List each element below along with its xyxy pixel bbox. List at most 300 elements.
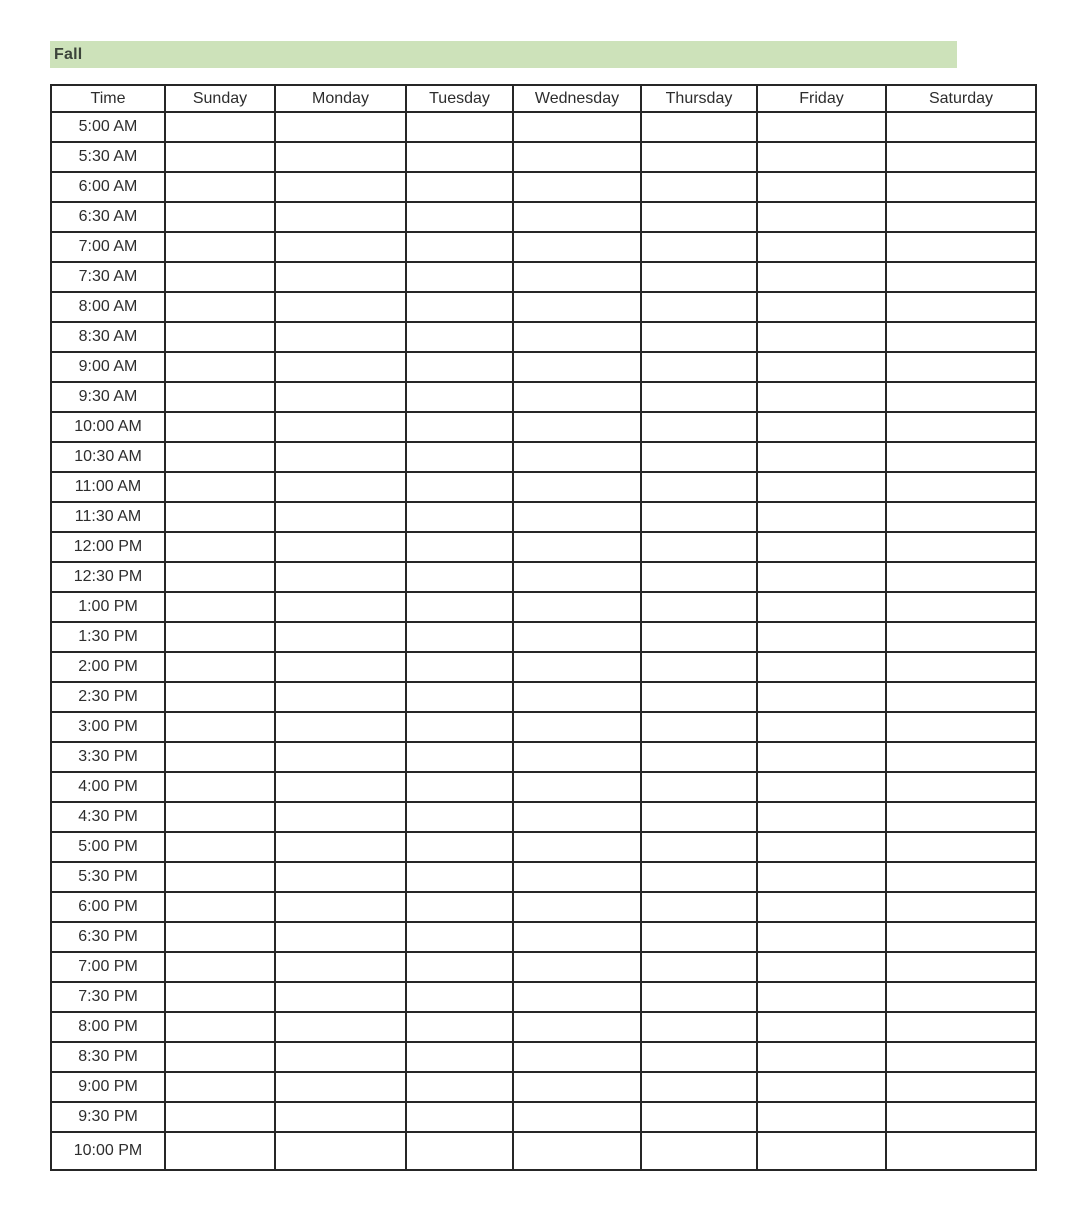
time-cell: 2:00 PM: [51, 652, 165, 682]
schedule-cell-sunday: [165, 682, 275, 712]
schedule-cell-saturday: [886, 142, 1036, 172]
schedule-row: [51, 382, 1036, 412]
schedule-cell-saturday: [886, 412, 1036, 442]
schedule-cell-tuesday: [406, 382, 513, 412]
schedule-row: [51, 142, 1036, 172]
schedule-cell-thursday: [641, 142, 757, 172]
schedule-cell-sunday: [165, 862, 275, 892]
schedule-row: [51, 292, 1036, 322]
schedule-cell-saturday: [886, 1042, 1036, 1072]
schedule-row: [51, 1072, 1036, 1102]
schedule-cell-thursday: [641, 922, 757, 952]
schedule-cell-sunday: [165, 472, 275, 502]
schedule-cell-friday: [757, 442, 886, 472]
schedule-cell-wednesday: [513, 1072, 641, 1102]
schedule-cell-sunday: [165, 802, 275, 832]
schedule-cell-monday: [275, 862, 406, 892]
time-cell: 6:30 AM: [51, 202, 165, 232]
schedule-cell-friday: [757, 142, 886, 172]
schedule-cell-monday: [275, 832, 406, 862]
schedule-cell-tuesday: [406, 1132, 513, 1170]
schedule-cell-tuesday: [406, 472, 513, 502]
schedule-cell-friday: [757, 652, 886, 682]
schedule-cell-thursday: [641, 472, 757, 502]
season-banner: [50, 41, 957, 68]
schedule-cell-thursday: [641, 502, 757, 532]
schedule-cell-tuesday: [406, 712, 513, 742]
schedule-row: [51, 772, 1036, 802]
schedule-row: [51, 352, 1036, 382]
schedule-cell-sunday: [165, 112, 275, 142]
schedule-cell-monday: [275, 1012, 406, 1042]
time-cell: 10:00 AM: [51, 412, 165, 442]
schedule-cell-thursday: [641, 202, 757, 232]
schedule-cell-sunday: [165, 442, 275, 472]
time-cell: 11:00 AM: [51, 472, 165, 502]
schedule-cell-monday: [275, 742, 406, 772]
time-cell: 7:00 PM: [51, 952, 165, 982]
schedule-cell-saturday: [886, 172, 1036, 202]
schedule-cell-thursday: [641, 412, 757, 442]
schedule-cell-saturday: [886, 772, 1036, 802]
schedule-cell-sunday: [165, 532, 275, 562]
time-cell: 11:30 AM: [51, 502, 165, 532]
schedule-cell-tuesday: [406, 1042, 513, 1072]
time-cell: 5:30 PM: [51, 862, 165, 892]
time-cell: 6:00 PM: [51, 892, 165, 922]
schedule-cell-wednesday: [513, 292, 641, 322]
schedule-row: [51, 862, 1036, 892]
schedule-cell-sunday: [165, 382, 275, 412]
schedule-cell-thursday: [641, 292, 757, 322]
schedule-row: [51, 562, 1036, 592]
time-cell: 8:00 AM: [51, 292, 165, 322]
schedule-cell-sunday: [165, 622, 275, 652]
time-cell: 10:30 AM: [51, 442, 165, 472]
schedule-cell-sunday: [165, 232, 275, 262]
time-cell: 3:00 PM: [51, 712, 165, 742]
schedule-cell-saturday: [886, 982, 1036, 1012]
time-cell: 9:00 AM: [51, 352, 165, 382]
schedule-cell-wednesday: [513, 382, 641, 412]
schedule-cell-tuesday: [406, 742, 513, 772]
schedule-cell-friday: [757, 112, 886, 142]
schedule-cell-thursday: [641, 802, 757, 832]
header-row: [51, 85, 1036, 112]
schedule-row: [51, 112, 1036, 142]
schedule-cell-thursday: [641, 532, 757, 562]
time-cell: 2:30 PM: [51, 682, 165, 712]
schedule-cell-tuesday: [406, 412, 513, 442]
schedule-cell-wednesday: [513, 112, 641, 142]
schedule-cell-wednesday: [513, 802, 641, 832]
schedule-cell-saturday: [886, 622, 1036, 652]
schedule-cell-saturday: [886, 712, 1036, 742]
schedule-row: [51, 712, 1036, 742]
schedule-cell-saturday: [886, 562, 1036, 592]
schedule-cell-monday: [275, 622, 406, 652]
time-cell: 1:30 PM: [51, 622, 165, 652]
column-header-tuesday: Tuesday: [406, 85, 513, 112]
schedule-cell-friday: [757, 892, 886, 922]
schedule-cell-sunday: [165, 562, 275, 592]
schedule-cell-wednesday: [513, 652, 641, 682]
schedule-cell-friday: [757, 862, 886, 892]
schedule-cell-tuesday: [406, 922, 513, 952]
schedule-cell-sunday: [165, 142, 275, 172]
schedule-cell-thursday: [641, 862, 757, 892]
schedule-cell-friday: [757, 292, 886, 322]
schedule-cell-thursday: [641, 1072, 757, 1102]
schedule-cell-wednesday: [513, 682, 641, 712]
schedule-cell-wednesday: [513, 502, 641, 532]
schedule-cell-sunday: [165, 652, 275, 682]
schedule-cell-saturday: [886, 112, 1036, 142]
weekly-schedule-table: [50, 84, 1037, 1171]
schedule-cell-thursday: [641, 262, 757, 292]
schedule-cell-monday: [275, 1072, 406, 1102]
schedule-cell-friday: [757, 1012, 886, 1042]
schedule-cell-monday: [275, 952, 406, 982]
schedule-cell-friday: [757, 232, 886, 262]
schedule-cell-monday: [275, 652, 406, 682]
schedule-cell-thursday: [641, 112, 757, 142]
time-cell: 12:30 PM: [51, 562, 165, 592]
schedule-cell-sunday: [165, 1012, 275, 1042]
schedule-cell-wednesday: [513, 172, 641, 202]
schedule-cell-thursday: [641, 622, 757, 652]
schedule-cell-friday: [757, 502, 886, 532]
time-cell: 7:30 AM: [51, 262, 165, 292]
schedule-cell-friday: [757, 172, 886, 202]
schedule-cell-sunday: [165, 712, 275, 742]
schedule-cell-tuesday: [406, 832, 513, 862]
schedule-cell-wednesday: [513, 352, 641, 382]
time-cell: 8:30 AM: [51, 322, 165, 352]
schedule-cell-wednesday: [513, 1102, 641, 1132]
schedule-cell-saturday: [886, 682, 1036, 712]
schedule-cell-wednesday: [513, 262, 641, 292]
schedule-cell-tuesday: [406, 292, 513, 322]
schedule-row: [51, 442, 1036, 472]
schedule-cell-monday: [275, 982, 406, 1012]
schedule-cell-sunday: [165, 742, 275, 772]
schedule-cell-wednesday: [513, 592, 641, 622]
schedule-cell-saturday: [886, 1132, 1036, 1170]
time-cell: 5:00 AM: [51, 112, 165, 142]
schedule-row: [51, 232, 1036, 262]
schedule-cell-monday: [275, 442, 406, 472]
schedule-cell-friday: [757, 1072, 886, 1102]
column-header-sunday: Sunday: [165, 85, 275, 112]
schedule-cell-sunday: [165, 982, 275, 1012]
schedule-row: [51, 322, 1036, 352]
schedule-row: [51, 262, 1036, 292]
schedule-cell-friday: [757, 592, 886, 622]
schedule-cell-wednesday: [513, 862, 641, 892]
schedule-cell-tuesday: [406, 652, 513, 682]
schedule-cell-saturday: [886, 472, 1036, 502]
schedule-cell-monday: [275, 682, 406, 712]
time-cell: 5:00 PM: [51, 832, 165, 862]
schedule-cell-sunday: [165, 1072, 275, 1102]
schedule-cell-saturday: [886, 262, 1036, 292]
schedule-cell-thursday: [641, 772, 757, 802]
schedule-cell-tuesday: [406, 142, 513, 172]
schedule-cell-thursday: [641, 712, 757, 742]
schedule-cell-thursday: [641, 652, 757, 682]
schedule-row: [51, 1102, 1036, 1132]
schedule-cell-friday: [757, 412, 886, 442]
schedule-cell-friday: [757, 832, 886, 862]
schedule-cell-thursday: [641, 1012, 757, 1042]
schedule-row: [51, 532, 1036, 562]
schedule-cell-thursday: [641, 892, 757, 922]
schedule-cell-thursday: [641, 562, 757, 592]
time-cell: 8:30 PM: [51, 1042, 165, 1072]
schedule-cell-monday: [275, 352, 406, 382]
schedule-cell-monday: [275, 712, 406, 742]
schedule-cell-thursday: [641, 592, 757, 622]
schedule-cell-saturday: [886, 862, 1036, 892]
schedule-cell-thursday: [641, 952, 757, 982]
schedule-cell-monday: [275, 412, 406, 442]
schedule-cell-friday: [757, 622, 886, 652]
schedule-cell-wednesday: [513, 622, 641, 652]
schedule-cell-tuesday: [406, 352, 513, 382]
schedule-row: [51, 742, 1036, 772]
schedule-cell-monday: [275, 532, 406, 562]
schedule-cell-tuesday: [406, 202, 513, 232]
schedule-cell-wednesday: [513, 562, 641, 592]
schedule-cell-monday: [275, 292, 406, 322]
schedule-cell-friday: [757, 352, 886, 382]
schedule-cell-thursday: [641, 322, 757, 352]
schedule-cell-tuesday: [406, 532, 513, 562]
time-cell: 1:00 PM: [51, 592, 165, 622]
column-header-thursday: Thursday: [641, 85, 757, 112]
schedule-cell-saturday: [886, 1102, 1036, 1132]
schedule-cell-sunday: [165, 352, 275, 382]
schedule-cell-friday: [757, 712, 886, 742]
schedule-cell-wednesday: [513, 712, 641, 742]
schedule-cell-saturday: [886, 1072, 1036, 1102]
schedule-cell-wednesday: [513, 982, 641, 1012]
column-header-saturday: Saturday: [886, 85, 1036, 112]
schedule-cell-tuesday: [406, 1072, 513, 1102]
schedule-cell-sunday: [165, 202, 275, 232]
schedule-cell-sunday: [165, 1102, 275, 1132]
schedule-cell-thursday: [641, 232, 757, 262]
time-cell: 4:00 PM: [51, 772, 165, 802]
schedule-cell-tuesday: [406, 1012, 513, 1042]
schedule-cell-wednesday: [513, 772, 641, 802]
schedule-cell-thursday: [641, 1042, 757, 1072]
schedule-row: [51, 892, 1036, 922]
schedule-cell-friday: [757, 802, 886, 832]
schedule-cell-monday: [275, 382, 406, 412]
schedule-row: [51, 502, 1036, 532]
schedule-cell-wednesday: [513, 532, 641, 562]
schedule-row: [51, 1132, 1036, 1170]
schedule-cell-saturday: [886, 952, 1036, 982]
schedule-cell-monday: [275, 232, 406, 262]
schedule-body: [51, 112, 1036, 1170]
schedule-row: [51, 412, 1036, 442]
schedule-cell-wednesday: [513, 142, 641, 172]
schedule-cell-monday: [275, 472, 406, 502]
schedule-cell-friday: [757, 1042, 886, 1072]
time-cell: 9:30 PM: [51, 1102, 165, 1132]
schedule-cell-friday: [757, 982, 886, 1012]
schedule-cell-tuesday: [406, 232, 513, 262]
schedule-row: [51, 592, 1036, 622]
schedule-cell-monday: [275, 592, 406, 622]
schedule-cell-sunday: [165, 832, 275, 862]
schedule-cell-saturday: [886, 352, 1036, 382]
column-header-monday: Monday: [275, 85, 406, 112]
schedule-cell-monday: [275, 172, 406, 202]
schedule-cell-tuesday: [406, 592, 513, 622]
schedule-cell-monday: [275, 202, 406, 232]
schedule-cell-wednesday: [513, 322, 641, 352]
schedule-row: [51, 202, 1036, 232]
schedule-cell-friday: [757, 772, 886, 802]
schedule-cell-wednesday: [513, 1132, 641, 1170]
schedule-cell-friday: [757, 262, 886, 292]
time-cell: 10:00 PM: [51, 1132, 165, 1170]
schedule-cell-friday: [757, 1132, 886, 1170]
schedule-cell-saturday: [886, 892, 1036, 922]
schedule-cell-saturday: [886, 202, 1036, 232]
time-cell: 3:30 PM: [51, 742, 165, 772]
schedule-cell-wednesday: [513, 892, 641, 922]
schedule-cell-monday: [275, 562, 406, 592]
schedule-cell-wednesday: [513, 202, 641, 232]
schedule-cell-friday: [757, 682, 886, 712]
schedule-row: [51, 652, 1036, 682]
schedule-cell-tuesday: [406, 1102, 513, 1132]
schedule-cell-monday: [275, 262, 406, 292]
schedule-cell-tuesday: [406, 952, 513, 982]
schedule-cell-sunday: [165, 922, 275, 952]
schedule-cell-friday: [757, 952, 886, 982]
schedule-cell-tuesday: [406, 982, 513, 1012]
schedule-cell-wednesday: [513, 232, 641, 262]
schedule-cell-friday: [757, 562, 886, 592]
schedule-cell-tuesday: [406, 172, 513, 202]
schedule-cell-sunday: [165, 592, 275, 622]
schedule-cell-tuesday: [406, 682, 513, 712]
schedule-cell-sunday: [165, 292, 275, 322]
time-cell: 7:00 AM: [51, 232, 165, 262]
schedule-cell-tuesday: [406, 622, 513, 652]
schedule-cell-tuesday: [406, 892, 513, 922]
schedule-row: [51, 172, 1036, 202]
schedule-cell-saturday: [886, 502, 1036, 532]
schedule-cell-sunday: [165, 952, 275, 982]
schedule-cell-wednesday: [513, 472, 641, 502]
schedule-cell-saturday: [886, 742, 1036, 772]
schedule-cell-thursday: [641, 442, 757, 472]
schedule-cell-saturday: [886, 442, 1036, 472]
schedule-cell-tuesday: [406, 112, 513, 142]
schedule-cell-sunday: [165, 262, 275, 292]
schedule-cell-friday: [757, 382, 886, 412]
schedule-cell-sunday: [165, 502, 275, 532]
schedule-cell-friday: [757, 1102, 886, 1132]
schedule-cell-tuesday: [406, 862, 513, 892]
schedule-cell-saturday: [886, 652, 1036, 682]
schedule-cell-saturday: [886, 232, 1036, 262]
schedule-cell-friday: [757, 202, 886, 232]
time-cell: 12:00 PM: [51, 532, 165, 562]
schedule-cell-sunday: [165, 172, 275, 202]
schedule-cell-wednesday: [513, 1012, 641, 1042]
schedule-cell-friday: [757, 322, 886, 352]
schedule-row: [51, 952, 1036, 982]
schedule-cell-tuesday: [406, 262, 513, 292]
time-cell: 9:00 PM: [51, 1072, 165, 1102]
schedule-cell-wednesday: [513, 832, 641, 862]
time-cell: 9:30 AM: [51, 382, 165, 412]
time-cell: 7:30 PM: [51, 982, 165, 1012]
schedule-cell-thursday: [641, 352, 757, 382]
schedule-cell-tuesday: [406, 322, 513, 352]
schedule-cell-thursday: [641, 1102, 757, 1132]
schedule-cell-saturday: [886, 592, 1036, 622]
schedule-row: [51, 832, 1036, 862]
schedule-row: [51, 472, 1036, 502]
schedule-cell-tuesday: [406, 442, 513, 472]
schedule-cell-friday: [757, 742, 886, 772]
schedule-cell-monday: [275, 112, 406, 142]
schedule-row: [51, 622, 1036, 652]
schedule-cell-saturday: [886, 532, 1036, 562]
time-cell: 8:00 PM: [51, 1012, 165, 1042]
schedule-cell-thursday: [641, 832, 757, 862]
column-header-wednesday: Wednesday: [513, 85, 641, 112]
schedule-cell-wednesday: [513, 412, 641, 442]
schedule-cell-tuesday: [406, 562, 513, 592]
schedule-cell-friday: [757, 472, 886, 502]
schedule-cell-sunday: [165, 1042, 275, 1072]
schedule-cell-monday: [275, 772, 406, 802]
schedule-cell-sunday: [165, 892, 275, 922]
schedule-cell-saturday: [886, 382, 1036, 412]
schedule-cell-thursday: [641, 1132, 757, 1170]
schedule-cell-saturday: [886, 802, 1036, 832]
schedule-cell-monday: [275, 802, 406, 832]
schedule-cell-sunday: [165, 1132, 275, 1170]
schedule-cell-monday: [275, 322, 406, 352]
schedule-cell-wednesday: [513, 442, 641, 472]
schedule-row: [51, 1042, 1036, 1072]
schedule-cell-saturday: [886, 832, 1036, 862]
schedule-cell-monday: [275, 502, 406, 532]
schedule-cell-saturday: [886, 922, 1036, 952]
time-cell: 4:30 PM: [51, 802, 165, 832]
schedule-cell-wednesday: [513, 922, 641, 952]
schedule-cell-saturday: [886, 292, 1036, 322]
schedule-cell-thursday: [641, 382, 757, 412]
schedule-cell-monday: [275, 142, 406, 172]
schedule-cell-monday: [275, 1132, 406, 1170]
schedule-cell-thursday: [641, 982, 757, 1012]
schedule-cell-thursday: [641, 682, 757, 712]
time-cell: 5:30 AM: [51, 142, 165, 172]
schedule-cell-wednesday: [513, 1042, 641, 1072]
